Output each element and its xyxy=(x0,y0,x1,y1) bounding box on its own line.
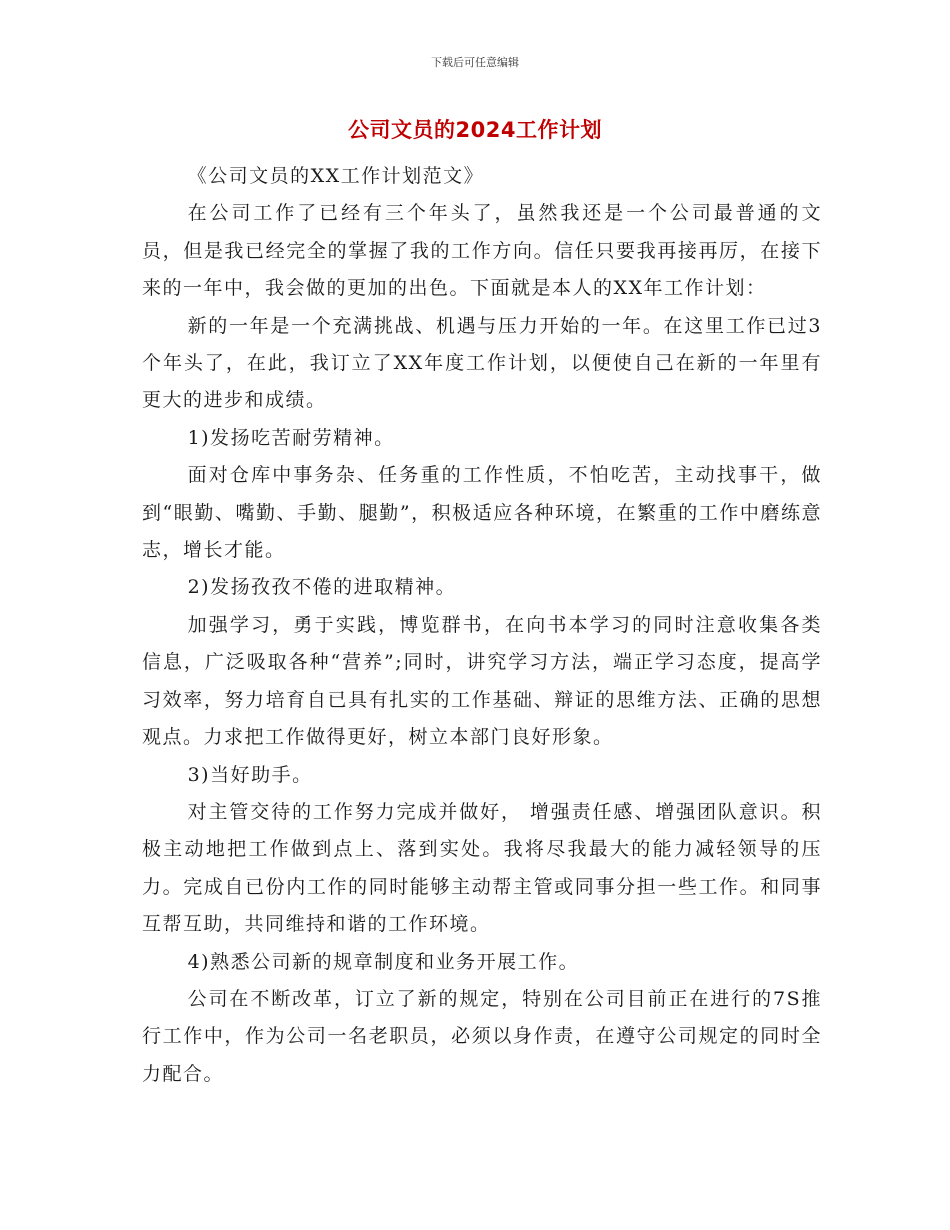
paragraph-section-2: 加强学习，勇于实践，博览群书，在向书本学习的同时注意收集各类信息，广泛吸取各种“营养”;同时，讲究学习方法，端正学习态度，提高学习效率，努力培育自已具有扎实的工作基础、辩证的思维方法、正确的思想观点。力求把工作做得更好，树立本部门良好形象。 xyxy=(142,613,822,749)
section-heading-1: 1)发扬吃苦耐劳精神。 xyxy=(187,426,395,449)
paragraph-section-3: 对主管交待的工作努力完成并做好， 增强责任感、增强团队意识。积极主动地把工作做到点上、落到实处。我将尽我最大的能力减轻领导的压力。完成自已份内工作的同时能够主动帮主管或同事分担一些工作。和同事互帮互助，共同维持和谐的工作环境。 xyxy=(142,800,822,936)
document-body xyxy=(142,158,822,1093)
section-heading-3: 3)当好助手。 xyxy=(187,763,313,786)
page-header-note: 下载后可任意编辑 xyxy=(431,56,519,69)
paragraph-subtitle: 《公司文员的XX工作计划范文》 xyxy=(187,165,485,187)
section-heading-4: 4)熟悉公司新的规章制度和业务开展工作。 xyxy=(187,950,580,973)
paragraph-intro: 在公司工作了已经有三个年头了，虽然我还是一个公司最普通的文员，但是我已经完全的掌握了我的工作方向。信任只要我再接再厉，在接下来的一年中，我会做的更加的出色。下面就是本人的XX年工作计划： xyxy=(142,202,822,300)
paragraph-section-4: 公司在不断改革，订立了新的规定，特别在公司目前正在进行的7S推行工作中，作为公司一名老职员，必须以身作责，在遵守公司规定的同时全力配合。 xyxy=(142,987,822,1085)
paragraph-section-1: 面对仓库中事务杂、任务重的工作性质，不怕吃苦，主动找事干，做到“眼勤、嘴勤、手勤、腿勤”，积极适应各种环境，在繁重的工作中磨练意志，增长才能。 xyxy=(142,464,822,562)
paragraph-overview: 新的一年是一个充满挑战、机遇与压力开始的一年。在这里工作已过3个年头了，在此，我订立了XX年度工作计划，以便使自己在新的一年里有更大的进步和成绩。 xyxy=(142,314,822,412)
document-title: 公司文员的2024工作计划 xyxy=(348,118,602,142)
section-heading-2: 2)发扬孜孜不倦的进取精神。 xyxy=(187,576,457,599)
